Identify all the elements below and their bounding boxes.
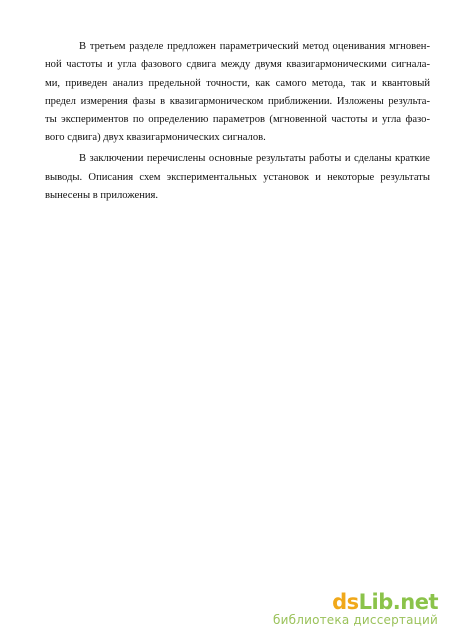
logo-ds: ds: [332, 590, 359, 614]
paragraph-2-line-1: В заключении перечислены основные результаты работы и сделаны краткие: [79, 153, 430, 164]
dslib-logo: [273, 591, 438, 613]
paragraph-1-line-1: В третьем разделе предложен параметрический метод оценивания мгновен-: [79, 41, 430, 52]
paragraph-2-line-2: выводы. Описания схем экспериментальных установок и некоторые результаты: [45, 172, 430, 183]
logo-lib: Lib.net: [358, 590, 438, 614]
watermark-subtitle: библиотека диссертаций: [273, 613, 438, 627]
paragraph-1-line-2: ной частоты и угла фазового сдвига между двумя квазигармоническими сигнала-: [45, 59, 430, 70]
paragraph-2-line-3: вынесены в приложения.: [45, 190, 159, 201]
paragraph-1-line-3: ми, приведен анализ предельной точности, как самого метода, так и квантовый: [45, 78, 430, 89]
paragraph-1-line-6: вого сдвига) двух квазигармонических сигналов.: [45, 132, 266, 143]
dslib-watermark: [273, 591, 438, 627]
paragraph-1-line-4: предел измерения фазы в квазигармоническом приближении. Изложены результа-: [45, 96, 430, 107]
paragraph-1-line-5: ты экспериментов по определению параметров (мгновенной частоты и угла фазо-: [45, 114, 430, 125]
